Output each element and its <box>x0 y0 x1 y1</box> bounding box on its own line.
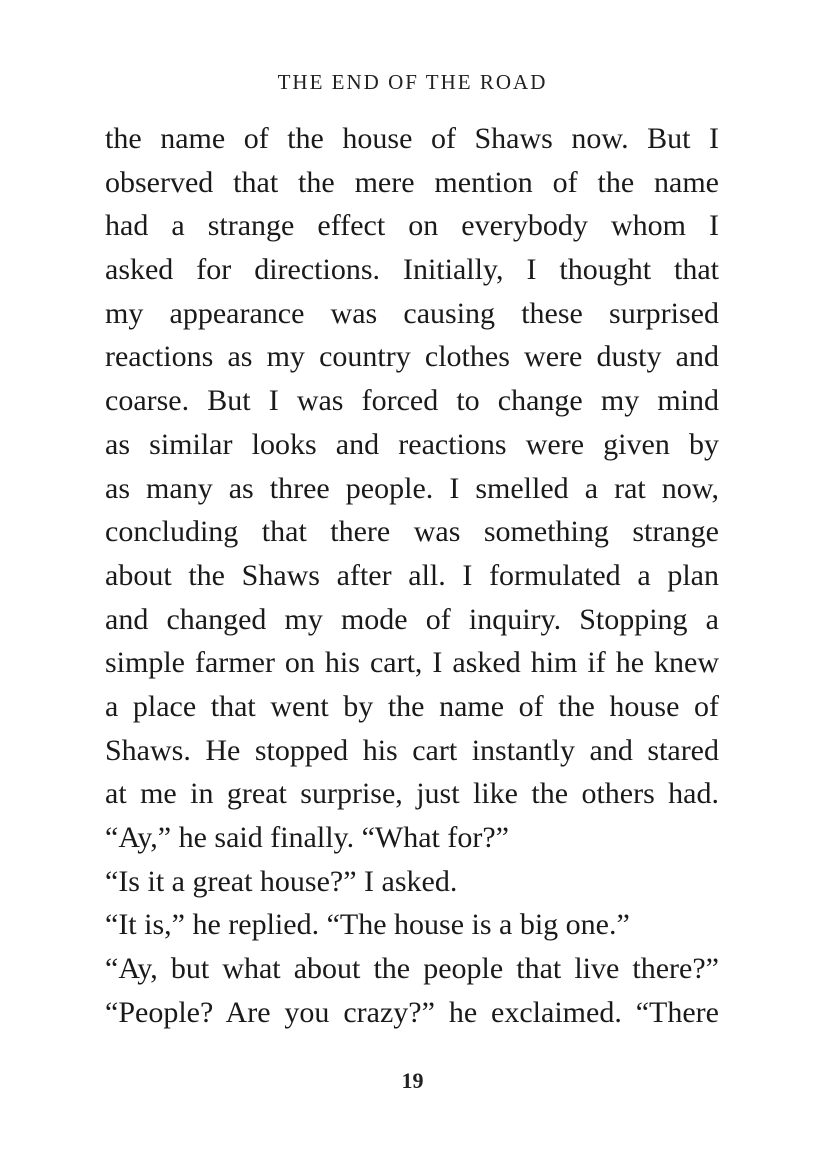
text-line: observed that the mere mention of the name <box>105 165 719 199</box>
text-line: “Ay,” he said finally. “What for?” <box>105 821 509 854</box>
body-text <box>105 117 719 1034</box>
text-line: about the Shaws after all. I formulated a plan <box>105 558 719 592</box>
text-line: my appearance was causing these surprised <box>105 296 719 330</box>
text-line: as similar looks and reactions were given by <box>105 427 719 461</box>
text-line: “People? Are you crazy?” he exclaimed. “There <box>105 995 719 1029</box>
page-number: 19 <box>401 1068 424 1093</box>
text-line: at me in great surprise, just like the others had. <box>105 777 719 811</box>
text-line: coarse. But I was forced to change my mind <box>105 384 719 418</box>
text-line: concluding that there was something strange <box>105 515 719 549</box>
text-line: the name of the house of Shaws now. But I <box>105 122 719 155</box>
text-line: as many as three people. I smelled a rat now, <box>105 471 719 505</box>
text-line: “Ay, but what about the people that live there?” <box>105 952 719 986</box>
text-line: asked for directions. Initially, I thought that <box>105 253 719 287</box>
text-line: simple farmer on his cart, I asked him if he knew <box>105 646 719 680</box>
text-line: reactions as my country clothes were dusty and <box>105 340 719 374</box>
text-line: “Is it a great house?” I asked. <box>105 864 458 898</box>
text-line: “It is,” he replied. “The house is a big one.” <box>105 908 630 942</box>
running-head: THE END OF THE ROAD <box>277 70 548 94</box>
text-line: a place that went by the name of the house of <box>105 689 719 723</box>
text-line: Shaws. He stopped his cart instantly and stared <box>105 733 719 767</box>
text-line: and changed my mode of inquiry. Stopping a <box>105 602 719 636</box>
text-line: had a strange effect on everybody whom I <box>105 209 719 243</box>
